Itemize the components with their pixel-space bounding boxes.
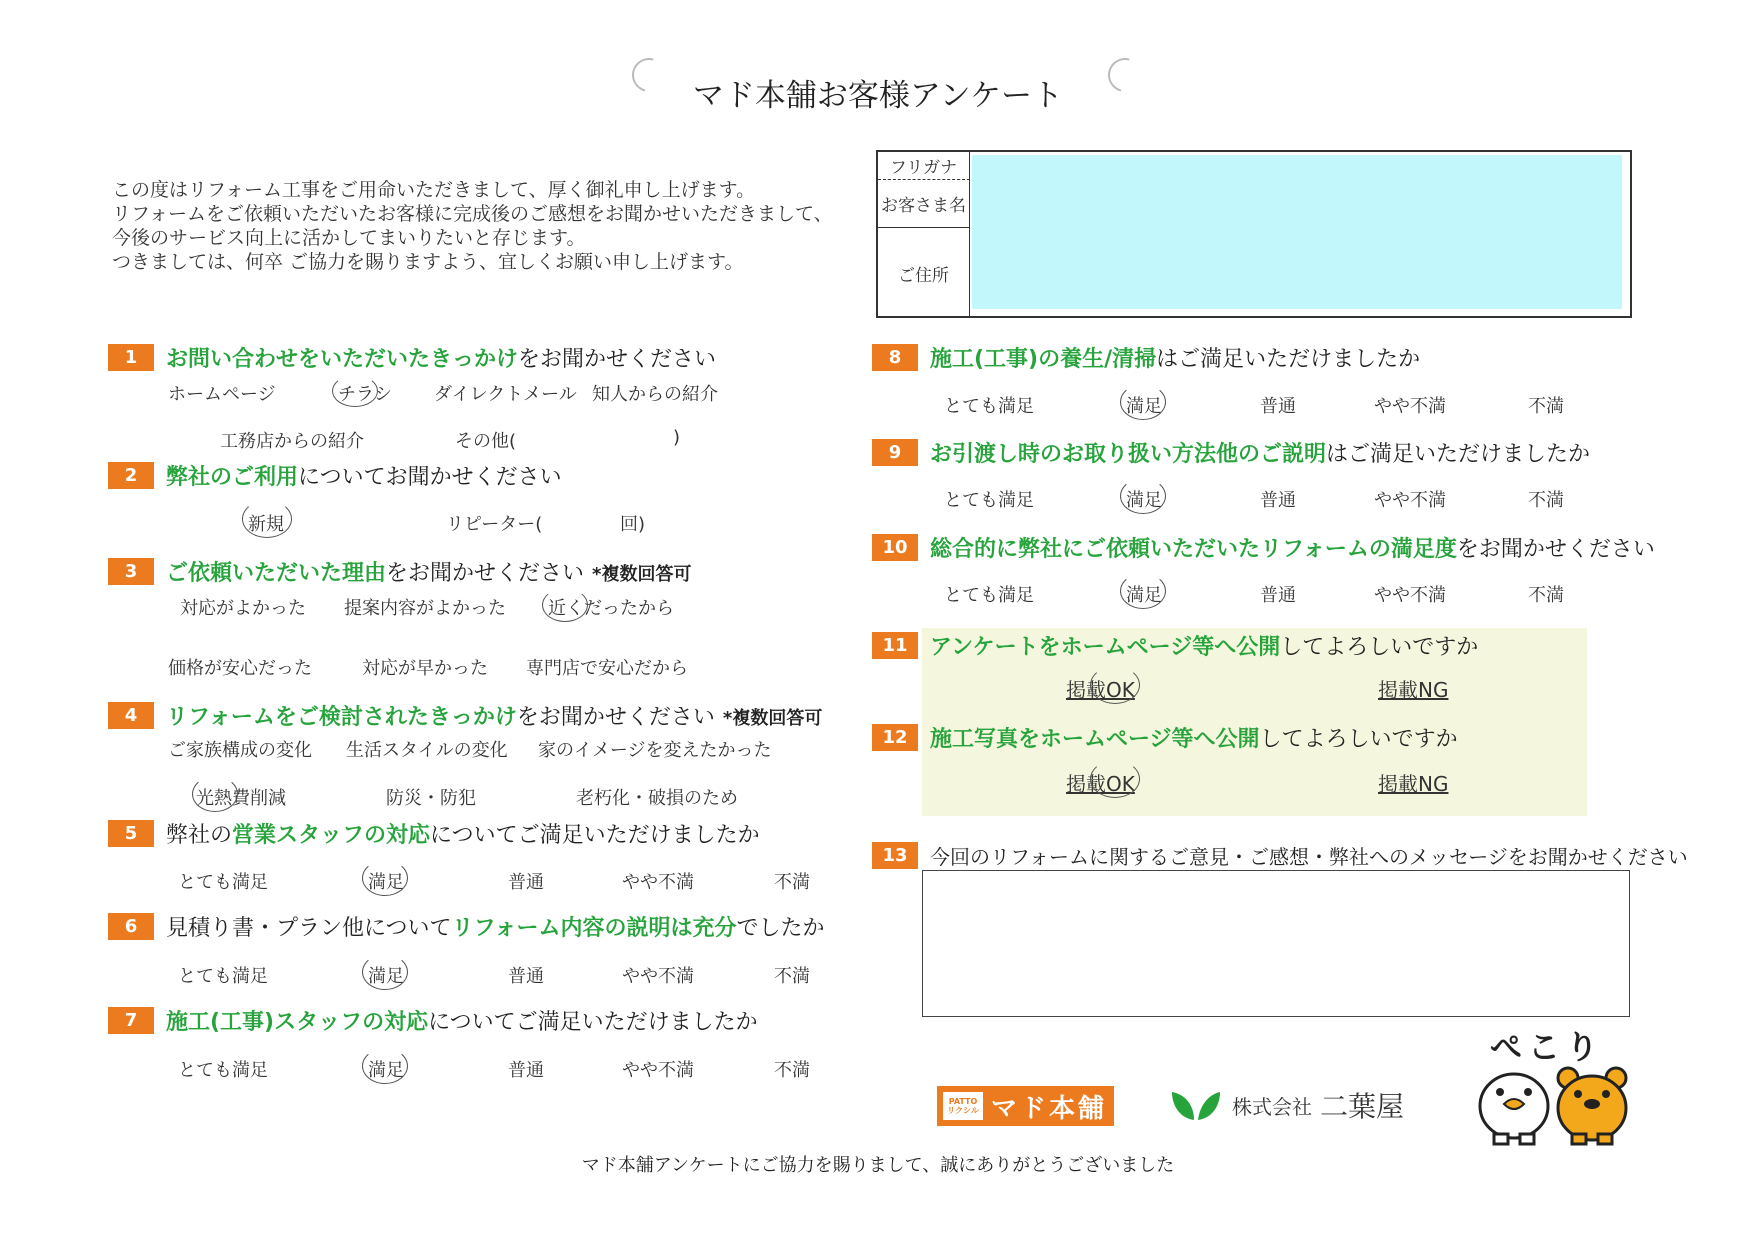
page-title: マド本舗お客様アンケート xyxy=(692,78,1064,114)
rating-very-satisfied[interactable]: とても満足 xyxy=(178,1060,268,1081)
answer-mark xyxy=(362,954,408,990)
photo-publish-ng-option[interactable]: 掲載NG xyxy=(1378,772,1449,796)
multiple-answer-note: *複数回答可 xyxy=(722,708,823,729)
question-prefix: 弊社の xyxy=(166,823,233,848)
bird-mascot-icon xyxy=(1476,1066,1552,1148)
question-text: 今回のリフォームに関するご意見・ご感想・弊社へのメッセージをお聞かせください xyxy=(930,845,1688,869)
option-good-response[interactable]: 対応がよかった xyxy=(180,598,306,619)
answer-mark xyxy=(332,375,378,407)
futabaya-logo xyxy=(1170,1085,1404,1125)
question-highlight: ご依頼いただいた理由 xyxy=(166,561,387,586)
question-3 xyxy=(108,556,691,587)
question-number: 3 xyxy=(108,558,154,585)
question-11 xyxy=(872,630,1478,661)
question-10 xyxy=(872,532,1655,563)
option-repeater[interactable]: リピーター( xyxy=(446,514,543,535)
customer-name-label: お客さま名 xyxy=(878,180,970,228)
question-number: 12 xyxy=(872,724,918,751)
question-text: をお聞かせください xyxy=(386,561,585,586)
rating-very-satisfied[interactable]: とても満足 xyxy=(944,490,1034,511)
option-contractor-referral[interactable]: 工務店からの紹介 xyxy=(220,431,364,452)
rating-neutral[interactable]: 普通 xyxy=(508,1060,544,1081)
question-highlight: 弊社のご利用 xyxy=(166,465,299,490)
option-price[interactable]: 価格が安心だった xyxy=(168,658,312,679)
rating-somewhat-dissatisfied[interactable]: やや不満 xyxy=(622,872,694,893)
option-other-close: ) xyxy=(673,427,681,448)
answer-mark xyxy=(1120,573,1166,609)
thank-you-footer: マド本舗アンケートにご協力を賜りまして、誠にありがとうございました xyxy=(581,1155,1175,1176)
question-5 xyxy=(108,818,760,849)
rating-very-satisfied[interactable]: とても満足 xyxy=(944,585,1034,606)
question-text: についてご満足いただけましたか xyxy=(430,823,760,848)
intro-line: この度はリフォーム工事をご用命いただきまして、厚く御礼申し上げます。 xyxy=(112,179,756,201)
option-flyer[interactable]: チラシ xyxy=(338,384,392,405)
option-direct-mail[interactable]: ダイレクトメール xyxy=(434,384,577,405)
rating-satisfied[interactable]: 満足 xyxy=(1126,585,1162,606)
question-13 xyxy=(872,841,1688,870)
option-referral[interactable]: 知人からの紹介 xyxy=(592,384,718,405)
question-12 xyxy=(872,722,1458,753)
question-highlight: アンケートをホームページ等へ公開 xyxy=(930,635,1281,660)
question-text: はご満足いただけましたか xyxy=(1326,442,1591,467)
rating-somewhat-dissatisfied[interactable]: やや不満 xyxy=(622,1060,694,1081)
badge-top: PATTO xyxy=(948,1097,978,1106)
question-text: でしたか xyxy=(736,916,825,941)
rating-somewhat-dissatisfied[interactable]: やや不満 xyxy=(1374,490,1446,511)
customer-redacted-fill[interactable] xyxy=(972,155,1622,309)
question-highlight: 総合的に弊社にご依頼いただいたリフォームの満足度 xyxy=(930,537,1457,562)
answer-mark xyxy=(362,860,408,896)
question-number: 10 xyxy=(872,534,918,561)
rating-very-satisfied[interactable]: とても満足 xyxy=(944,396,1034,417)
publish-ng-option[interactable]: 掲載NG xyxy=(1378,678,1449,702)
rating-very-satisfied[interactable]: とても満足 xyxy=(178,966,268,987)
question-number: 5 xyxy=(108,820,154,847)
question-1 xyxy=(108,342,716,373)
rating-neutral[interactable]: 普通 xyxy=(1260,396,1296,417)
question-9 xyxy=(872,437,1590,468)
rating-satisfied[interactable]: 満足 xyxy=(368,1060,404,1081)
bear-mascot-icon xyxy=(1554,1066,1630,1148)
option-other[interactable]: その他( xyxy=(455,431,517,452)
option-nearby[interactable]: 近くだったから xyxy=(548,598,674,619)
question-text: をお聞かせください xyxy=(518,347,717,372)
address-label: ご住所 xyxy=(878,228,970,318)
rating-neutral[interactable]: 普通 xyxy=(508,966,544,987)
rating-neutral[interactable]: 普通 xyxy=(1260,490,1296,511)
option-energy-saving[interactable]: 光熱費削減 xyxy=(196,788,286,809)
question-text: してよろしいですか xyxy=(1259,727,1458,752)
rating-dissatisfied[interactable]: 不満 xyxy=(1528,490,1564,511)
rating-somewhat-dissatisfied[interactable]: やや不満 xyxy=(622,966,694,987)
photo-publish-ok-option[interactable]: 掲載OK xyxy=(1066,772,1135,796)
option-fast-response[interactable]: 対応が早かった xyxy=(362,658,488,679)
question-highlight: リフォームをご検討されたきっかけ xyxy=(166,705,517,730)
answer-mark xyxy=(542,588,588,622)
question-7 xyxy=(108,1005,758,1036)
answer-mark xyxy=(1120,478,1166,514)
question-text: についてご満足いただけましたか xyxy=(428,1010,758,1035)
answer-mark xyxy=(242,500,292,538)
customer-info-box xyxy=(876,150,1632,318)
question-number: 11 xyxy=(872,632,918,659)
question-number: 1 xyxy=(108,344,154,371)
rating-dissatisfied[interactable]: 不満 xyxy=(1528,585,1564,606)
question-highlight: 営業スタッフの対応 xyxy=(232,823,431,848)
intro-text xyxy=(112,178,833,274)
question-highlight: お引渡し時のお取り扱い方法他のご説明 xyxy=(930,442,1327,467)
question-2 xyxy=(108,460,562,491)
intro-line: つきましては、何卒 ご協力を賜りますよう、宜しくお願い申し上げます。 xyxy=(112,251,744,273)
mado-honpo-logo xyxy=(937,1086,1114,1126)
question-highlight: 施工(工事)スタッフの対応 xyxy=(166,1010,429,1035)
answer-mark xyxy=(1120,384,1166,420)
question-highlight: リフォーム内容の説明は充分 xyxy=(451,916,737,941)
pekori-caption: ぺこり xyxy=(1490,1028,1605,1066)
question-number: 6 xyxy=(108,913,154,940)
answer-mark xyxy=(192,776,238,812)
option-new[interactable]: 新規 xyxy=(248,514,284,535)
leaf-icon xyxy=(1170,1088,1222,1122)
rating-dissatisfied[interactable]: 不満 xyxy=(774,966,810,987)
intro-line: リフォームをご依頼いただいたお客様に完成後のご感想をお聞かせいただきまして、 xyxy=(112,203,833,225)
rating-neutral[interactable]: 普通 xyxy=(1260,585,1296,606)
option-good-proposal[interactable]: 提案内容がよかった xyxy=(344,598,506,619)
intro-line: 今後のサービス向上に活かしてまいりたいと存じます。 xyxy=(112,227,586,249)
rating-dissatisfied[interactable]: 不満 xyxy=(774,1060,810,1081)
question-text: はご満足いただけましたか xyxy=(1156,347,1421,372)
question-highlight: 施工写真をホームページ等へ公開 xyxy=(930,727,1260,752)
rating-neutral[interactable]: 普通 xyxy=(508,872,544,893)
answer-mark xyxy=(362,1048,408,1084)
question-number: 4 xyxy=(108,702,154,729)
question-number: 9 xyxy=(872,439,918,466)
question-text: をお聞かせください xyxy=(516,705,715,730)
question-number: 7 xyxy=(108,1007,154,1034)
answer-mark xyxy=(1090,760,1140,798)
option-change-image[interactable]: 家のイメージを変えたかった xyxy=(538,740,772,761)
rating-very-satisfied[interactable]: とても満足 xyxy=(178,872,268,893)
question-prefix: 見積り書・プラン他について xyxy=(166,916,452,941)
option-lifestyle-change[interactable]: 生活スタイルの変化 xyxy=(346,740,508,761)
question-4 xyxy=(108,700,822,731)
rating-somewhat-dissatisfied[interactable]: やや不満 xyxy=(1374,585,1446,606)
question-8 xyxy=(872,342,1420,373)
option-repeater-count: 回) xyxy=(620,514,646,535)
question-number: 13 xyxy=(872,842,918,869)
rating-satisfied[interactable]: 満足 xyxy=(368,966,404,987)
rating-satisfied[interactable]: 満足 xyxy=(368,872,404,893)
question-text: についてお聞かせください xyxy=(298,465,562,490)
message-textarea[interactable] xyxy=(922,870,1630,1017)
rating-dissatisfied[interactable]: 不満 xyxy=(774,872,810,893)
publish-ok-option[interactable]: 掲載OK xyxy=(1066,678,1135,702)
question-6 xyxy=(108,911,824,942)
rating-satisfied[interactable]: 満足 xyxy=(1126,396,1162,417)
option-specialist[interactable]: 専門店で安心だから xyxy=(526,658,688,679)
rating-satisfied[interactable]: 満足 xyxy=(1126,490,1162,511)
answer-mark xyxy=(1090,666,1140,704)
rating-dissatisfied[interactable]: 不満 xyxy=(1528,396,1564,417)
patto-badge xyxy=(943,1092,983,1120)
question-highlight: 施工(工事)の養生/清掃 xyxy=(930,347,1157,372)
furigana-label: フリガナ xyxy=(878,152,970,180)
question-number: 2 xyxy=(108,462,154,489)
option-aging[interactable]: 老朽化・破損のため xyxy=(576,788,738,809)
option-homepage[interactable]: ホームページ xyxy=(168,384,276,405)
option-family-change[interactable]: ご家族構成の変化 xyxy=(168,740,312,761)
question-text: をお聞かせください xyxy=(1456,537,1655,562)
company-name: 二葉屋 xyxy=(1320,1090,1405,1123)
multiple-answer-note: *複数回答可 xyxy=(592,564,692,585)
rating-somewhat-dissatisfied[interactable]: やや不満 xyxy=(1374,396,1446,417)
brand-name: マド本舗 xyxy=(991,1093,1108,1124)
option-security[interactable]: 防災・防犯 xyxy=(386,788,476,809)
question-number: 8 xyxy=(872,344,918,371)
question-highlight: お問い合わせをいただいたきっかけ xyxy=(166,347,519,372)
question-text: してよろしいですか xyxy=(1280,635,1479,660)
company-prefix: 株式会社 xyxy=(1232,1094,1312,1119)
badge-bottom: リクシル xyxy=(947,1106,979,1115)
